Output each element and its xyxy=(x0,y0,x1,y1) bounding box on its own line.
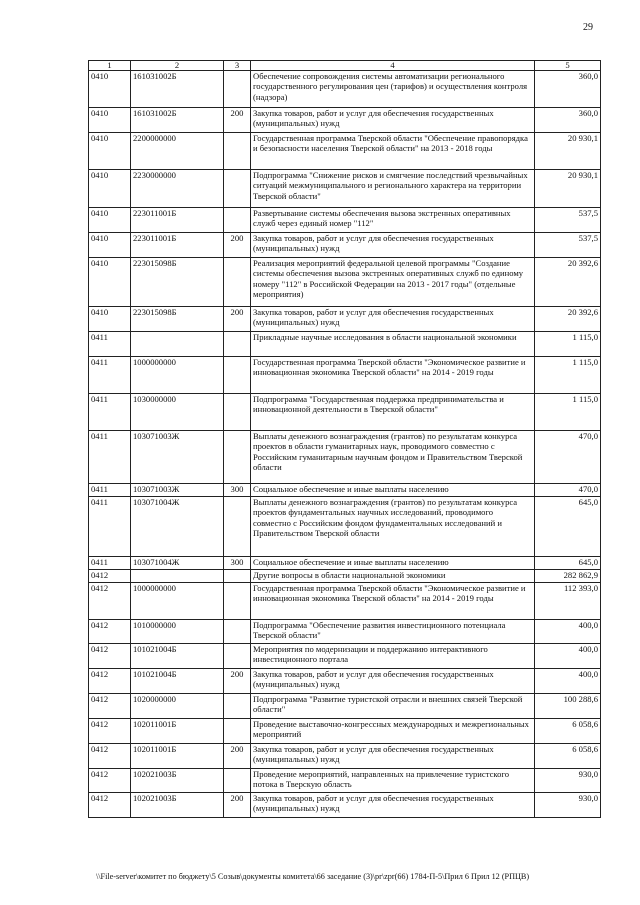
file-path-footer: \\File-server\комитет по бюджету\5 Созыв\документы комитета\66 заседание (3)\pr\zpr(66) 1784-П-5\Прил 6 Прил 12 (РПЦВ) xyxy=(96,872,530,881)
cell-code: 2200000000 xyxy=(131,133,224,170)
cell-name: Государственная программа Тверской области "Экономическое развитие и инновационная экономика Тверской области" на 2014 - 2019 годы xyxy=(251,583,535,620)
cell-section: 0412 xyxy=(89,744,131,769)
cell-expense-type xyxy=(224,332,251,357)
cell-name: Закупка товаров, работ и услуг для обеспечения государственных (муниципальных) нужд xyxy=(251,793,535,818)
cell-code: 102011001Б xyxy=(131,719,224,744)
cell-section: 0410 xyxy=(89,233,131,258)
table-row xyxy=(89,557,601,570)
cell-code: 1010000000 xyxy=(131,620,224,644)
cell-section: 0411 xyxy=(89,394,131,431)
column-header-1: 1 xyxy=(89,61,131,71)
cell-code: 1030000000 xyxy=(131,394,224,431)
cell-expense-type xyxy=(224,208,251,233)
cell-code: 101021004Б xyxy=(131,669,224,694)
budget-table xyxy=(88,60,601,818)
cell-amount: 537,5 xyxy=(535,208,601,233)
cell-name: Подпрограмма "Снижение рисков и смягчение последствий чрезвычайных ситуаций межмуниципального и регионального характера на территории Тверской области" xyxy=(251,170,535,208)
table-row xyxy=(89,357,601,394)
cell-name: Подпрограмма "Обеспечение развития инвестиционного потенциала Тверской области" xyxy=(251,620,535,644)
table-row xyxy=(89,233,601,258)
cell-name: Мероприятия по модернизации и поддержанию интерактивного инвестиционного портала xyxy=(251,644,535,669)
table-body xyxy=(89,71,601,818)
cell-expense-type xyxy=(224,258,251,307)
column-header-3: 3 xyxy=(224,61,251,71)
cell-expense-type xyxy=(224,694,251,719)
cell-amount: 20 930,1 xyxy=(535,133,601,170)
cell-code: 103071004Ж xyxy=(131,557,224,570)
cell-expense-type: 300 xyxy=(224,557,251,570)
cell-expense-type xyxy=(224,170,251,208)
cell-amount: 470,0 xyxy=(535,431,601,484)
cell-expense-type xyxy=(224,719,251,744)
cell-expense-type xyxy=(224,583,251,620)
cell-expense-type xyxy=(224,431,251,484)
table-row xyxy=(89,170,601,208)
page-number: 29 xyxy=(583,22,593,33)
table-row xyxy=(89,133,601,170)
cell-code: 103071004Ж xyxy=(131,497,224,557)
cell-expense-type: 200 xyxy=(224,233,251,258)
cell-expense-type: 300 xyxy=(224,484,251,497)
cell-code: 102011001Б xyxy=(131,744,224,769)
cell-expense-type xyxy=(224,769,251,793)
cell-code: 223015098Б xyxy=(131,258,224,307)
cell-name: Проведение мероприятий, направленных на привлечение туристского потока в Тверскую область xyxy=(251,769,535,793)
cell-code: 223011001Б xyxy=(131,208,224,233)
cell-code: 102021003Б xyxy=(131,793,224,818)
cell-name: Проведение выставочно-конгрессных международных и межрегиональных мероприятий xyxy=(251,719,535,744)
table-row xyxy=(89,71,601,108)
table-row xyxy=(89,307,601,332)
cell-section: 0412 xyxy=(89,583,131,620)
table-row xyxy=(89,793,601,818)
table-row xyxy=(89,208,601,233)
cell-expense-type xyxy=(224,497,251,557)
cell-amount: 400,0 xyxy=(535,644,601,669)
cell-amount: 1 115,0 xyxy=(535,357,601,394)
cell-amount: 645,0 xyxy=(535,557,601,570)
cell-section: 0410 xyxy=(89,108,131,133)
cell-name: Выплаты денежного вознаграждения (грантов) по результатам конкурса проектов в области гуманитарных наук, проводимого совместно с Российским гуманитарным научным фондом и Правительством Тверской области xyxy=(251,431,535,484)
cell-section: 0412 xyxy=(89,669,131,694)
cell-section: 0411 xyxy=(89,484,131,497)
cell-expense-type xyxy=(224,394,251,431)
cell-amount: 360,0 xyxy=(535,108,601,133)
cell-name: Закупка товаров, работ и услуг для обеспечения государственных (муниципальных) нужд xyxy=(251,108,535,133)
cell-name: Закупка товаров, работ и услуг для обеспечения государственных (муниципальных) нужд xyxy=(251,307,535,332)
cell-name: Закупка товаров, работ и услуг для обеспечения государственных (муниципальных) нужд xyxy=(251,669,535,694)
cell-name: Выплаты денежного вознаграждения (грантов) по результатам конкурса проектов фундаментальных научных исследований, проводимого совместно с Российским фондом фундаментальных исследований и Правительством Тверской области xyxy=(251,497,535,557)
cell-amount: 537,5 xyxy=(535,233,601,258)
cell-expense-type xyxy=(224,620,251,644)
cell-amount: 20 392,6 xyxy=(535,307,601,332)
cell-section: 0410 xyxy=(89,208,131,233)
cell-name: Реализация мероприятий федеральной целевой программы "Создание системы обеспечения вызова экстренных оперативных служб по единому номеру "112" в Российской Федерации на 2013 - 2017 годы" (отдельные мероприятия) xyxy=(251,258,535,307)
table-row xyxy=(89,744,601,769)
cell-section: 0411 xyxy=(89,557,131,570)
cell-name: Государственная программа Тверской области "Экономическое развитие и инновационная экономика Тверской области" на 2014 - 2019 годы xyxy=(251,357,535,394)
cell-expense-type xyxy=(224,357,251,394)
cell-expense-type xyxy=(224,71,251,108)
table-row xyxy=(89,620,601,644)
cell-section: 0412 xyxy=(89,644,131,669)
cell-name: Социальное обеспечение и иные выплаты населению xyxy=(251,484,535,497)
cell-amount: 470,0 xyxy=(535,484,601,497)
cell-name: Закупка товаров, работ и услуг для обеспечения государственных (муниципальных) нужд xyxy=(251,233,535,258)
cell-code: 2230000000 xyxy=(131,170,224,208)
cell-name: Подпрограмма "Государственная поддержка предпринимательства и инновационной деятельности в Тверской области" xyxy=(251,394,535,431)
cell-section: 0410 xyxy=(89,71,131,108)
cell-amount: 1 115,0 xyxy=(535,332,601,357)
table-row xyxy=(89,570,601,583)
cell-code xyxy=(131,332,224,357)
table-row xyxy=(89,394,601,431)
cell-name: Подпрограмма "Развитие туристской отрасли и внешних связей Тверской области" xyxy=(251,694,535,719)
cell-name: Государственная программа Тверской области "Обеспечение правопорядка и безопасности населения Тверской области" на 2013 - 2018 годы xyxy=(251,133,535,170)
cell-code: 1020000000 xyxy=(131,694,224,719)
cell-amount: 400,0 xyxy=(535,620,601,644)
cell-expense-type: 200 xyxy=(224,744,251,769)
cell-expense-type xyxy=(224,644,251,669)
cell-name: Закупка товаров, работ и услуг для обеспечения государственных (муниципальных) нужд xyxy=(251,744,535,769)
cell-amount: 645,0 xyxy=(535,497,601,557)
cell-name: Социальное обеспечение и иные выплаты населению xyxy=(251,557,535,570)
cell-code: 103071003Ж xyxy=(131,484,224,497)
table-row xyxy=(89,332,601,357)
cell-section: 0412 xyxy=(89,769,131,793)
cell-amount: 282 862,9 xyxy=(535,570,601,583)
cell-code: 1000000000 xyxy=(131,583,224,620)
cell-expense-type xyxy=(224,133,251,170)
cell-amount: 1 115,0 xyxy=(535,394,601,431)
cell-amount: 112 393,0 xyxy=(535,583,601,620)
cell-code: 103071003Ж xyxy=(131,431,224,484)
table-row xyxy=(89,719,601,744)
table-row xyxy=(89,669,601,694)
cell-amount: 100 288,6 xyxy=(535,694,601,719)
cell-code: 101021004Б xyxy=(131,644,224,669)
cell-code: 161031002Б xyxy=(131,71,224,108)
table-row xyxy=(89,108,601,133)
cell-code: 161031002Б xyxy=(131,108,224,133)
cell-name: Развертывание системы обеспечения вызова экстренных оперативных служб через единый номер "112" xyxy=(251,208,535,233)
cell-section: 0411 xyxy=(89,431,131,484)
cell-expense-type: 200 xyxy=(224,793,251,818)
cell-amount: 400,0 xyxy=(535,669,601,694)
cell-expense-type xyxy=(224,570,251,583)
cell-code: 102021003Б xyxy=(131,769,224,793)
cell-code: 223015098Б xyxy=(131,307,224,332)
cell-amount: 930,0 xyxy=(535,793,601,818)
column-header-4: 4 xyxy=(251,61,535,71)
cell-expense-type: 200 xyxy=(224,307,251,332)
cell-section: 0412 xyxy=(89,620,131,644)
cell-name: Обеспечение сопровождения системы автоматизации регионального государственного регулирования цен (тарифов) и осуществления контроля (надзора) xyxy=(251,71,535,108)
cell-expense-type: 200 xyxy=(224,108,251,133)
cell-amount: 360,0 xyxy=(535,71,601,108)
table-row xyxy=(89,769,601,793)
cell-section: 0410 xyxy=(89,307,131,332)
cell-amount: 20 930,1 xyxy=(535,170,601,208)
table-row xyxy=(89,497,601,557)
cell-name: Прикладные научные исследования в области национальной экономики xyxy=(251,332,535,357)
cell-section: 0412 xyxy=(89,719,131,744)
cell-amount: 20 392,6 xyxy=(535,258,601,307)
cell-code: 223011001Б xyxy=(131,233,224,258)
cell-amount: 930,0 xyxy=(535,769,601,793)
cell-amount: 6 058,6 xyxy=(535,719,601,744)
table-row xyxy=(89,258,601,307)
cell-section: 0411 xyxy=(89,332,131,357)
column-header-2: 2 xyxy=(131,61,224,71)
cell-code xyxy=(131,570,224,583)
table-header-row xyxy=(89,61,601,71)
cell-section: 0410 xyxy=(89,133,131,170)
cell-amount: 6 058,6 xyxy=(535,744,601,769)
cell-code: 1000000000 xyxy=(131,357,224,394)
table-row xyxy=(89,484,601,497)
table-row xyxy=(89,644,601,669)
table-row xyxy=(89,431,601,484)
cell-section: 0410 xyxy=(89,258,131,307)
cell-expense-type: 200 xyxy=(224,669,251,694)
cell-section: 0410 xyxy=(89,170,131,208)
cell-section: 0412 xyxy=(89,694,131,719)
cell-section: 0412 xyxy=(89,570,131,583)
cell-section: 0412 xyxy=(89,793,131,818)
table-row xyxy=(89,583,601,620)
cell-name: Другие вопросы в области национальной экономики xyxy=(251,570,535,583)
table-row xyxy=(89,694,601,719)
cell-section: 0411 xyxy=(89,357,131,394)
column-header-5: 5 xyxy=(535,61,601,71)
cell-section: 0411 xyxy=(89,497,131,557)
